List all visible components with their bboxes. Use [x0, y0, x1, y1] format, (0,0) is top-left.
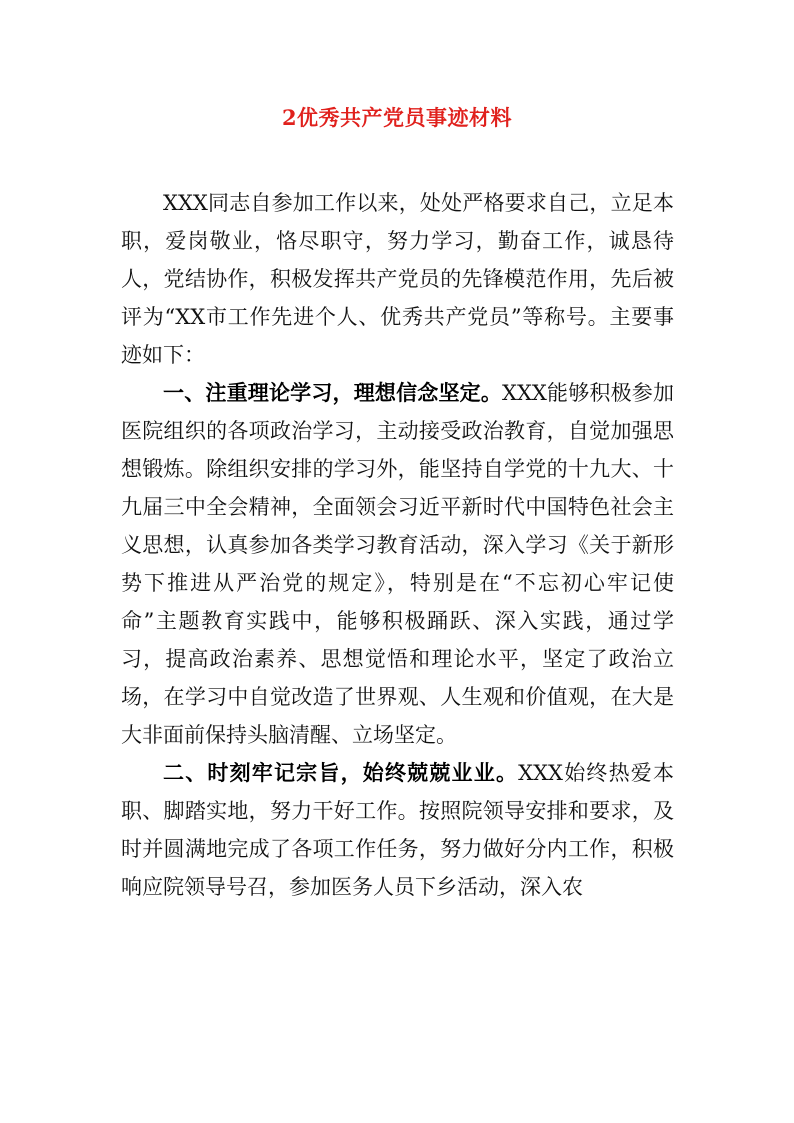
section-heading-1: 一、注重理论学习，理想信念坚定。	[163, 381, 503, 405]
document-body	[121, 184, 674, 906]
section-text-2: XXX始终热爱本职、脚踏实地，努力干好工作。按照院领导安排和要求，及时并圆满地完成了各项工作任务，努力做好分内工作，积极响应院领导号召，参加医务人员下乡活动，深入农	[121, 761, 674, 899]
section-heading-2: 二、时刻牢记宗旨，始终兢兢业业。	[163, 761, 519, 785]
section-paragraph-1	[121, 374, 674, 754]
intro-paragraph: XXX同志自参加工作以来，处处严格要求自己，立足本职，爱岗敬业，恪尽职守，努力学习，勤奋工作，诚恳待人，党结协作，积极发挥共产党员的先锋模范作用，先后被评为“XX市工作先进个人、优秀共产党员”等称号。主要事迹如下：	[121, 191, 674, 367]
section-paragraph-2	[121, 754, 674, 906]
section-text-1: XXX能够积极参加医院组织的各项政治学习，主动接受政治教育，自觉加强思想锻炼。除组织安排的学习外，能坚持自学党的十九大、十九届三中全会精神，全面领会习近平新时代中国特色社会主义思想，认真参加各类学习教育活动，深入学习《关于新形势下推进从严治党的规定》，特别是在“不忘初心牢记使命”主题教育实践中，能够积极踊跃、深入实践，通过学习，提高政治素养、思想觉悟和理论水平，坚定了政治立场，在学习中自觉改造了世界观、人生观和价值观，在大是大非面前保持头脑清醒、立场坚定。	[121, 381, 674, 747]
document-title: 2优秀共产党员事迹材料	[281, 105, 513, 130]
